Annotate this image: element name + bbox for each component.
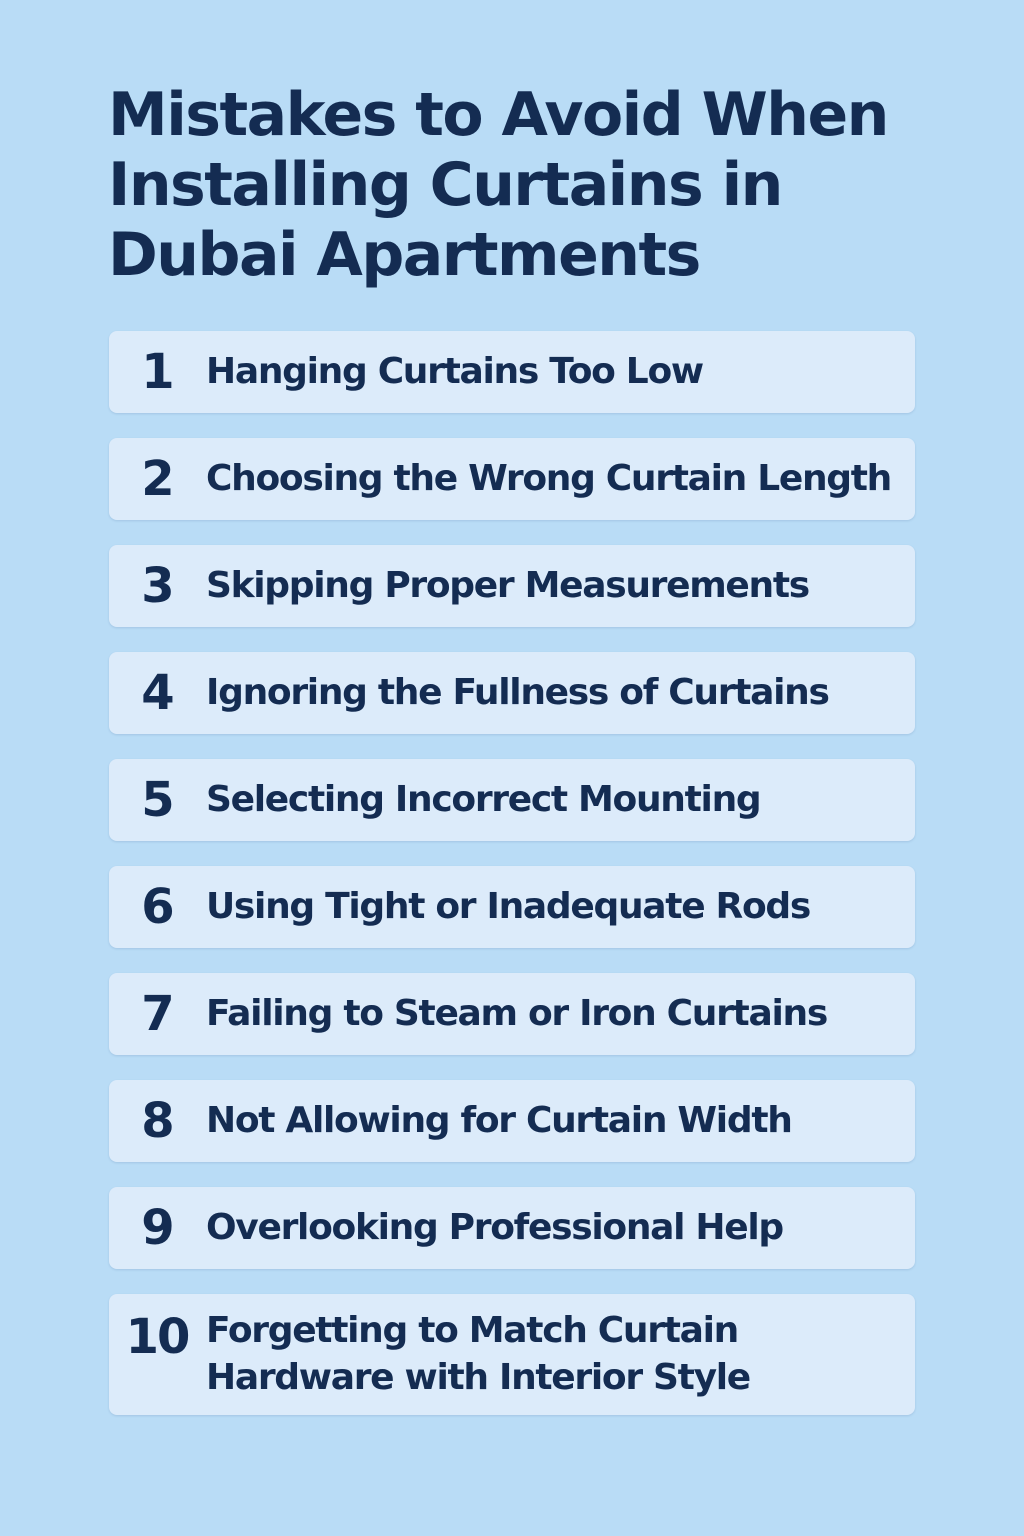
item-number: 7 [141,986,173,1042]
list-item [109,652,915,734]
list-item [109,331,915,413]
item-number: 1 [141,344,173,400]
item-text: Overlooking Professional Help [206,1207,783,1248]
list-item [109,1080,915,1162]
item-text: Using Tight or Inadequate Rods [206,886,810,927]
item-text: Skipping Proper Measurements [206,565,809,606]
item-text: Choosing the Wrong Curtain Length [206,458,891,499]
item-number: 10 [125,1309,189,1365]
list-item [109,1294,915,1415]
page-title: Mistakes to Avoid When Installing Curtains in Dubai Apartments [108,80,888,290]
list-item [109,973,915,1055]
item-text: Failing to Steam or Iron Curtains [206,993,827,1034]
item-text: Selecting Incorrect Mounting [206,779,761,820]
item-text: Not Allowing for Curtain Width [206,1100,792,1141]
list-item [109,866,915,948]
item-number: 6 [141,879,173,935]
item-number: 4 [141,665,173,721]
list-item [109,1187,915,1269]
item-number: 2 [141,451,173,507]
item-number: 8 [141,1093,173,1149]
item-text: Hanging Curtains Too Low [206,351,703,392]
list-item [109,545,915,627]
item-text: Ignoring the Fullness of Curtains [206,672,829,713]
list-item [109,438,915,520]
list-item [109,759,915,841]
item-number: 5 [141,772,173,828]
item-number: 3 [141,558,173,614]
item-text: Forgetting to Match Curtain Hardware with Interior Style [206,1310,750,1398]
mistakes-list [109,331,915,1415]
item-number: 9 [141,1200,173,1256]
